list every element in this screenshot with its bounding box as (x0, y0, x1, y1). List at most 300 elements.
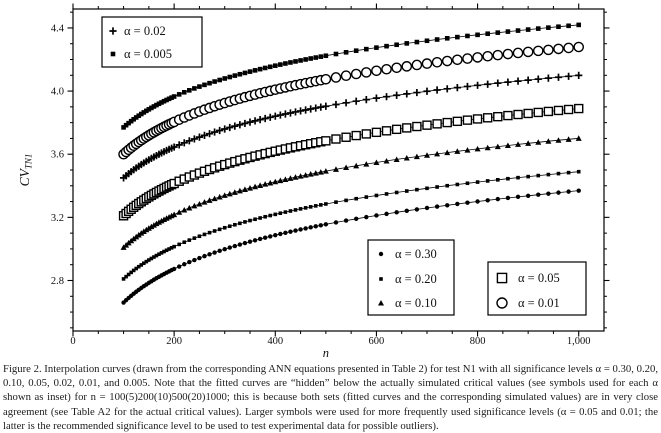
marker-plus-icon (322, 103, 329, 110)
marker-filled-square-icon (465, 34, 470, 39)
marker-plus-icon (514, 77, 521, 84)
marker-filled-circle-icon (526, 194, 530, 198)
marker-filled-square-icon (268, 65, 273, 70)
marker-filled-circle-icon (364, 215, 368, 219)
marker-open-circle-icon (544, 45, 553, 54)
marker-filled-circle-icon (303, 226, 307, 230)
marker-filled-circle-icon (202, 254, 206, 258)
marker-filled-triangle-icon (181, 207, 187, 213)
marker-filled-square-icon (197, 84, 202, 89)
marker-open-square-icon (565, 105, 573, 113)
marker-filled-circle-icon (187, 260, 191, 264)
marker-filled-square-small-icon (395, 191, 399, 195)
marker-filled-square-small-icon (435, 185, 439, 189)
marker-filled-circle-icon (283, 231, 287, 235)
marker-filled-circle-icon (516, 195, 520, 199)
marker-filled-square-icon (536, 26, 541, 31)
legend-top-left (102, 17, 202, 67)
marker-filled-square-icon (455, 35, 460, 40)
marker-filled-square-icon (182, 90, 187, 95)
marker-filled-square-icon (212, 79, 217, 84)
marker-filled-square-small-icon (496, 178, 500, 182)
marker-open-circle-icon (412, 60, 421, 69)
marker-open-circle-icon (497, 298, 507, 308)
marker-filled-circle-icon (455, 202, 459, 206)
marker-filled-circle-icon (536, 193, 540, 197)
marker-filled-triangle-icon (191, 203, 197, 209)
marker-open-circle-icon (433, 58, 442, 67)
marker-filled-square-icon (364, 47, 369, 52)
marker-open-circle-icon (564, 43, 573, 52)
marker-filled-square-small-icon (526, 175, 530, 179)
y-tick-label: 3.2 (50, 212, 64, 224)
marker-open-circle-icon (352, 69, 361, 78)
marker-filled-circle-icon (243, 241, 247, 245)
marker-plus-icon (216, 127, 223, 134)
marker-filled-circle-icon (475, 199, 479, 203)
marker-open-square-icon (403, 124, 411, 132)
marker-filled-circle-icon (258, 237, 262, 241)
marker-filled-square-small-icon (223, 226, 227, 230)
marker-filled-square-icon (192, 86, 197, 91)
marker-filled-square-small-icon (516, 176, 520, 180)
marker-filled-circle-icon (248, 239, 252, 243)
marker-filled-square-icon (253, 68, 258, 73)
marker-filled-square-small-icon (253, 217, 257, 221)
marker-filled-circle-icon (288, 229, 292, 233)
marker-filled-circle-icon (278, 232, 282, 236)
marker-open-square-icon (524, 109, 532, 117)
marker-filled-square-icon (415, 40, 420, 45)
marker-filled-circle-icon (197, 256, 201, 260)
marker-open-square-icon (383, 127, 391, 135)
marker-plus-icon (332, 101, 339, 108)
marker-filled-square-icon (546, 25, 551, 30)
marker-filled-circle-icon (182, 262, 186, 266)
marker-filled-square-icon (475, 33, 480, 38)
marker-filled-square-icon (238, 72, 243, 77)
marker-filled-square-small-icon (284, 210, 288, 214)
series-alpha-0.10 (121, 135, 582, 250)
marker-open-circle-icon (331, 73, 340, 82)
marker-open-circle-icon (382, 65, 391, 74)
legend-entry-label: α = 0.05 (518, 271, 560, 286)
marker-filled-square-icon (278, 62, 283, 67)
marker-plus-icon (504, 79, 511, 86)
marker-plus-icon (221, 125, 228, 132)
marker-filled-square-small-icon (182, 240, 186, 244)
marker-filled-circle-icon (465, 201, 469, 205)
marker-filled-square-icon (485, 31, 490, 36)
marker-open-circle-icon (463, 54, 472, 63)
marker-filled-square-small-icon (193, 236, 197, 240)
marker-filled-square-icon (187, 88, 192, 93)
marker-plus-icon (525, 76, 532, 83)
marker-open-square-icon (332, 135, 340, 143)
marker-plus-icon (434, 86, 441, 93)
legend-entry-label: α = 0.02 (124, 24, 166, 39)
marker-filled-circle-icon (172, 267, 176, 271)
marker-open-square-icon (453, 117, 461, 125)
marker-plus-icon (413, 89, 420, 96)
marker-filled-square-icon (516, 28, 521, 33)
marker-plus-icon (444, 85, 451, 92)
marker-filled-square-small-icon (309, 205, 313, 209)
marker-filled-square-icon (111, 52, 116, 57)
marker-plus-icon (484, 81, 491, 88)
marker-filled-circle-icon (506, 196, 510, 200)
marker-open-circle-icon (554, 44, 563, 53)
marker-open-square-icon (372, 128, 380, 136)
marker-filled-square-icon (288, 60, 293, 65)
marker-open-circle-icon (574, 42, 583, 51)
marker-filled-triangle-icon (212, 196, 218, 202)
legend-entry-label: α = 0.30 (395, 247, 437, 262)
marker-filled-circle-icon (394, 210, 398, 214)
marker-plus-icon (272, 113, 279, 120)
marker-filled-square-icon (334, 52, 339, 57)
marker-plus-icon (342, 99, 349, 106)
marker-filled-square-icon (243, 71, 248, 76)
marker-plus-icon (267, 114, 274, 121)
marker-filled-square-small-icon (577, 170, 581, 174)
marker-plus-icon (251, 117, 258, 124)
marker-filled-square-icon (227, 75, 232, 80)
marker-filled-triangle-icon (207, 197, 213, 203)
y-axis-label: CVTN1 (17, 153, 34, 187)
legend-entry-label: α = 0.005 (124, 47, 172, 62)
marker-open-square-icon (474, 115, 482, 123)
marker-open-square-icon (504, 112, 512, 120)
marker-filled-square-small-icon (228, 224, 232, 228)
marker-open-circle-icon (473, 53, 482, 62)
marker-filled-square-small-icon (547, 173, 551, 177)
marker-open-circle-icon (422, 59, 431, 68)
marker-open-circle-icon (372, 66, 381, 75)
marker-filled-circle-icon (344, 218, 348, 222)
marker-filled-circle-icon (379, 252, 383, 256)
marker-filled-square-small-icon (208, 231, 212, 235)
marker-filled-square-small-icon (567, 171, 571, 175)
marker-plus-icon (287, 109, 294, 116)
marker-plus-icon (317, 104, 324, 111)
marker-filled-square-icon (233, 73, 238, 78)
marker-filled-square-small-icon (476, 180, 480, 184)
marker-filled-square-small-icon (385, 192, 389, 196)
marker-filled-circle-icon (177, 264, 181, 268)
marker-filled-square-icon (394, 42, 399, 47)
marker-plus-icon (494, 80, 501, 87)
marker-filled-square-icon (273, 63, 278, 68)
marker-open-circle-icon (534, 46, 543, 55)
legend-bottom-right (488, 262, 586, 315)
marker-plus-icon (231, 123, 238, 130)
marker-plus-icon (565, 73, 572, 80)
x-tick-label: 200 (166, 336, 183, 347)
marker-filled-square-icon (298, 58, 303, 63)
marker-open-circle-icon (362, 68, 371, 77)
marker-filled-circle-icon (228, 245, 232, 249)
marker-plus-icon (423, 88, 430, 95)
marker-open-circle-icon (321, 75, 330, 84)
marker-open-square-icon (342, 133, 350, 141)
marker-filled-circle-icon (334, 220, 338, 224)
fitted-curve (124, 75, 579, 177)
marker-filled-square-small-icon (314, 204, 318, 208)
marker-filled-square-small-icon (365, 195, 369, 199)
marker-filled-square-icon (556, 24, 561, 29)
marker-filled-triangle-icon (186, 205, 192, 211)
marker-plus-icon (464, 83, 471, 90)
marker-filled-square-small-icon (405, 189, 409, 193)
marker-open-circle-icon (483, 52, 492, 61)
marker-filled-square-small-icon (233, 223, 237, 227)
marker-plus-icon (393, 92, 400, 99)
marker-open-square-icon (544, 107, 552, 115)
marker-filled-triangle-icon (576, 135, 582, 141)
marker-plus-icon (575, 72, 582, 79)
marker-filled-square-icon (445, 36, 450, 41)
marker-filled-square-small-icon (354, 197, 358, 201)
marker-open-circle-icon (453, 55, 462, 64)
marker-filled-square-icon (526, 27, 531, 32)
marker-filled-square-small-icon (203, 233, 207, 237)
marker-open-square-icon (554, 106, 562, 114)
marker-filled-circle-icon (253, 238, 257, 242)
marker-filled-square-icon (566, 23, 571, 28)
marker-filled-square-small-icon (445, 184, 449, 188)
marker-filled-circle-icon (324, 222, 328, 226)
marker-plus-icon (277, 111, 284, 118)
marker-filled-square-small-icon (294, 208, 298, 212)
marker-open-circle-icon (493, 51, 502, 60)
marker-open-square-icon (423, 121, 431, 129)
marker-plus-icon (241, 120, 248, 127)
marker-filled-circle-icon (308, 225, 312, 229)
marker-filled-square-small-icon (456, 183, 460, 187)
marker-plus-icon (363, 96, 370, 103)
marker-open-circle-icon (513, 48, 522, 57)
marker-plus-icon (236, 121, 243, 128)
marker-filled-square-icon (202, 83, 207, 88)
marker-filled-square-icon (319, 54, 324, 59)
marker-filled-circle-icon (207, 252, 211, 256)
marker-filled-square-small-icon (268, 214, 272, 218)
fitted-curve (124, 138, 579, 247)
marker-filled-square-small-icon (218, 228, 222, 232)
series-alpha-0.05 (120, 105, 583, 220)
marker-plus-icon (545, 75, 552, 82)
marker-filled-square-small-icon (375, 194, 379, 198)
marker-filled-circle-icon (319, 223, 323, 227)
marker-filled-square-icon (576, 23, 581, 28)
marker-filled-circle-icon (374, 213, 378, 217)
marker-open-square-icon (463, 116, 471, 124)
marker-open-circle-icon (503, 49, 512, 58)
marker-filled-square-small-icon (506, 177, 510, 181)
marker-filled-triangle-icon (222, 192, 228, 198)
legend-entry-label: α = 0.20 (395, 272, 437, 287)
marker-open-circle-icon (443, 56, 452, 65)
marker-filled-circle-icon (485, 198, 489, 202)
marker-open-square-icon (413, 123, 421, 131)
x-axis-label: n (322, 346, 329, 360)
marker-filled-circle-icon (405, 209, 409, 213)
marker-filled-square-small-icon (188, 238, 192, 242)
y-tick-label: 4.0 (50, 86, 64, 98)
marker-filled-square-small-icon (177, 243, 181, 247)
marker-filled-circle-icon (192, 258, 196, 262)
marker-filled-square-small-icon (238, 222, 242, 226)
marker-filled-square-icon (222, 76, 227, 81)
marker-filled-triangle-icon (217, 194, 223, 200)
marker-filled-circle-icon (314, 224, 318, 228)
marker-filled-square-small-icon (466, 181, 470, 185)
marker-filled-square-icon (248, 69, 253, 74)
marker-filled-circle-icon (298, 227, 302, 231)
marker-open-circle-icon (524, 47, 533, 56)
legend-entry-label: α = 0.01 (518, 296, 560, 311)
marker-plus-icon (535, 76, 542, 83)
marker-filled-square-icon (425, 38, 430, 43)
marker-open-square-icon (534, 108, 542, 116)
marker-filled-circle-icon (445, 203, 449, 207)
marker-filled-square-icon (177, 92, 182, 97)
marker-plus-icon (297, 107, 304, 114)
marker-filled-square-icon (354, 48, 359, 53)
marker-filled-circle-icon (496, 197, 500, 201)
marker-filled-square-small-icon (213, 229, 217, 233)
marker-filled-square-small-icon (299, 207, 303, 211)
marker-plus-icon (282, 110, 289, 117)
marker-filled-circle-icon (233, 244, 237, 248)
marker-filled-square-icon (303, 57, 308, 62)
marker-filled-square-icon (313, 55, 318, 60)
y-tick-label: 4.4 (50, 23, 64, 35)
marker-filled-circle-icon (273, 233, 277, 237)
marker-filled-square-small-icon (304, 206, 308, 210)
marker-filled-circle-icon (415, 207, 419, 211)
legend-entry-label: α = 0.10 (395, 296, 437, 311)
marker-open-circle-icon (341, 71, 350, 80)
marker-filled-square-small-icon (248, 219, 252, 223)
marker-filled-square-small-icon (344, 199, 348, 203)
marker-open-square-icon (443, 119, 451, 127)
marker-filled-circle-icon (354, 217, 358, 221)
x-tick-label: 400 (267, 336, 284, 347)
marker-filled-square-small-icon (379, 277, 383, 281)
marker-filled-square-small-icon (319, 203, 323, 207)
marker-filled-square-icon (404, 41, 409, 46)
marker-filled-square-icon (344, 50, 349, 55)
marker-filled-square-icon (263, 66, 268, 71)
marker-filled-triangle-icon (201, 199, 207, 205)
marker-filled-square-icon (293, 59, 298, 64)
marker-filled-square-small-icon (263, 215, 267, 219)
marker-filled-circle-icon (223, 247, 227, 251)
marker-filled-square-small-icon (172, 245, 176, 249)
marker-plus-icon (292, 108, 299, 115)
marker-open-square-icon (352, 132, 360, 140)
marker-filled-circle-icon (263, 235, 267, 239)
marker-open-square-icon (433, 120, 441, 128)
marker-plus-icon (262, 115, 269, 122)
marker-open-square-icon (494, 113, 502, 121)
marker-filled-square-icon (308, 56, 313, 61)
marker-plus-icon (555, 74, 562, 81)
marker-plus-icon (403, 90, 410, 97)
marker-open-square-icon (322, 137, 330, 145)
marker-filled-circle-icon (566, 189, 570, 193)
marker-filled-square-small-icon (279, 211, 283, 215)
marker-filled-circle-icon (435, 204, 439, 208)
marker-filled-square-small-icon (273, 213, 277, 217)
marker-filled-square-icon (435, 37, 440, 42)
y-tick-label: 3.6 (50, 149, 64, 161)
marker-plus-icon (373, 95, 380, 102)
marker-open-circle-icon (392, 63, 401, 72)
marker-filled-circle-icon (212, 250, 216, 254)
marker-filled-triangle-icon (176, 209, 182, 215)
marker-open-square-icon (362, 130, 370, 138)
marker-filled-square-icon (384, 44, 389, 49)
marker-plus-icon (226, 124, 233, 131)
marker-open-square-icon (497, 273, 506, 282)
marker-plus-icon (454, 84, 461, 91)
marker-plus-icon (307, 105, 314, 112)
x-tick-label: 1,000 (566, 336, 591, 347)
marker-filled-square-small-icon (258, 216, 262, 220)
marker-open-square-icon (484, 114, 492, 122)
marker-plus-icon (353, 98, 360, 105)
x-tick-label: 0 (70, 336, 76, 347)
marker-filled-triangle-icon (196, 201, 202, 207)
x-tick-label: 800 (469, 336, 486, 347)
marker-filled-square-small-icon (425, 187, 429, 191)
marker-filled-circle-icon (425, 206, 429, 210)
legend-bottom-left (368, 240, 454, 315)
marker-filled-square-icon (506, 29, 511, 34)
marker-filled-square-small-icon (415, 188, 419, 192)
marker-filled-circle-icon (268, 234, 272, 238)
marker-filled-square-icon (172, 94, 177, 99)
marker-filled-square-icon (496, 30, 501, 35)
marker-plus-icon (312, 104, 319, 111)
marker-plus-icon (246, 119, 253, 126)
marker-filled-circle-icon (556, 190, 560, 194)
marker-filled-circle-icon (384, 212, 388, 216)
figure-caption: Figure 2. Interpolation curves (drawn from the corresponding ANN equations presented in Table 2) for test N1 with all significance levels α = 0.30, 0.20, 0.10, 0.05, 0.02, 0.01, and 0.005. Note that the fitted curves are “hidden” below the actually simulated critical values (see symbols used for each α shown as inset) for n = 100(5)200(10)500(20)1000; this is because both sets (fitted curves and the corresponding simulated values) are in very close agreement (see Table A2 for the actual critical values). Larger symbols were used for more frequently used significance levels (α = 0.05 and 0.01; the latter is the recommended significance level to be used to test experimental data for possible outliers). (3, 363, 658, 432)
marker-plus-icon (211, 128, 218, 135)
marker-filled-square-icon (324, 53, 329, 58)
marker-filled-circle-icon (217, 249, 221, 253)
marker-open-circle-icon (402, 62, 411, 71)
marker-plus-icon (383, 93, 390, 100)
marker-plus-icon (474, 82, 481, 89)
marker-filled-square-small-icon (243, 220, 247, 224)
marker-filled-square-icon (283, 61, 288, 66)
marker-open-square-icon (514, 111, 522, 119)
marker-open-square-icon (393, 125, 401, 133)
x-tick-label: 600 (368, 336, 385, 347)
marker-filled-square-small-icon (536, 174, 540, 178)
marker-filled-square-icon (217, 78, 222, 83)
y-tick-label: 2.8 (50, 275, 64, 287)
marker-plus-icon (257, 116, 264, 123)
marker-open-square-icon (575, 105, 583, 113)
marker-filled-circle-icon (293, 228, 297, 232)
marker-filled-square-icon (258, 67, 263, 72)
